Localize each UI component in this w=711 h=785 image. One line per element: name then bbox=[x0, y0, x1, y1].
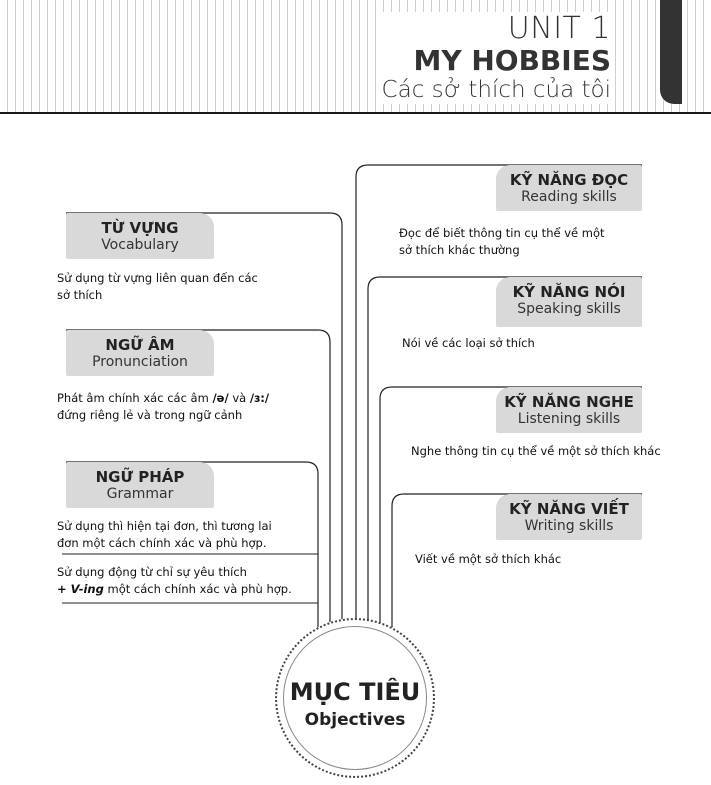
tag-speaking bbox=[496, 277, 642, 327]
vocabulary-text-line-2: sở thích bbox=[57, 288, 103, 302]
reading-text bbox=[399, 225, 639, 259]
grammar-text-b-rest: một cách chính xác và phù hợp. bbox=[103, 582, 292, 596]
tag-speaking-title: KỸ NĂNG NÓI bbox=[512, 283, 626, 301]
pronunciation-text-line-2: đứng riêng lẻ và trong ngữ cảnh bbox=[57, 408, 243, 422]
grammar-text-a bbox=[57, 518, 312, 552]
tag-writing bbox=[496, 494, 642, 540]
grammar-text-a-line-1: Sử dụng thì hiện tại đơn, thì tương lai bbox=[57, 519, 272, 533]
unit-subtitle: Các sở thích của tôi bbox=[381, 77, 611, 103]
tag-grammar-title: NGỮ PHÁP bbox=[95, 468, 185, 486]
tag-writing-title: KỸ NĂNG VIẾT bbox=[509, 500, 629, 518]
pronunciation-and: và bbox=[228, 391, 250, 405]
tag-reading-title: KỸ NĂNG ĐỌC bbox=[509, 171, 629, 189]
listening-text: Nghe thông tin cụ thể về một sở thích khác bbox=[411, 444, 661, 458]
writing-text: Viết về một sở thích khác bbox=[415, 552, 562, 566]
tag-listening-title: KỸ NĂNG NGHE bbox=[504, 393, 634, 411]
tag-vocabulary bbox=[66, 213, 214, 259]
unit-number: UNIT 1 bbox=[507, 11, 611, 46]
objectives-subtitle: Objectives bbox=[304, 710, 406, 730]
tag-reading-sub: Reading skills bbox=[521, 189, 617, 205]
reading-text-line-1: Đọc để biết thông tin cụ thể về một bbox=[399, 226, 605, 240]
tag-grammar bbox=[66, 462, 214, 508]
speaking-text: Nói về các loại sở thích bbox=[402, 336, 535, 350]
tag-pronunciation-title: NGỮ ÂM bbox=[105, 336, 175, 354]
reading-text-line-2: sở thích khác thường bbox=[399, 243, 520, 257]
tag-vocabulary-title: TỪ VỰNG bbox=[101, 219, 179, 237]
tag-listening bbox=[496, 387, 642, 433]
pronunciation-symbol-2: /ɜ:/ bbox=[249, 391, 270, 405]
tag-pronunciation-sub: Pronunciation bbox=[92, 354, 188, 370]
tag-listening-sub: Listening skills bbox=[517, 411, 621, 427]
tag-grammar-sub: Grammar bbox=[106, 486, 174, 502]
vocabulary-text-line-1: Sử dụng từ vựng liên quan đến các bbox=[57, 271, 258, 285]
pronunciation-text-line-1 bbox=[57, 390, 307, 407]
grammar-text-a-line-2: đơn một cách chính xác và phù hợp. bbox=[57, 536, 267, 550]
tag-reading bbox=[496, 165, 642, 211]
objectives-circle bbox=[275, 618, 435, 778]
pronunciation-symbol-1: /ə/ bbox=[212, 391, 229, 405]
tag-writing-sub: Writing skills bbox=[524, 518, 614, 534]
vocabulary-text bbox=[57, 270, 297, 304]
tag-speaking-sub: Speaking skills bbox=[517, 301, 621, 317]
pronunciation-text bbox=[57, 390, 307, 424]
pronunciation-text-a: Phát âm chính xác các âm bbox=[57, 391, 213, 405]
tag-vocabulary-sub: Vocabulary bbox=[101, 237, 179, 253]
grammar-v-ing: + V-ing bbox=[57, 582, 104, 596]
grammar-text-b-line-2 bbox=[57, 581, 312, 598]
grammar-text-b-line-1: Sử dụng động từ chỉ sự yêu thích bbox=[57, 565, 247, 579]
unit-title: MY HOBBIES bbox=[413, 44, 611, 77]
objectives-title: MỤC TIÊU bbox=[289, 678, 421, 706]
tag-pronunciation bbox=[66, 330, 214, 376]
grammar-text-b bbox=[57, 564, 312, 598]
